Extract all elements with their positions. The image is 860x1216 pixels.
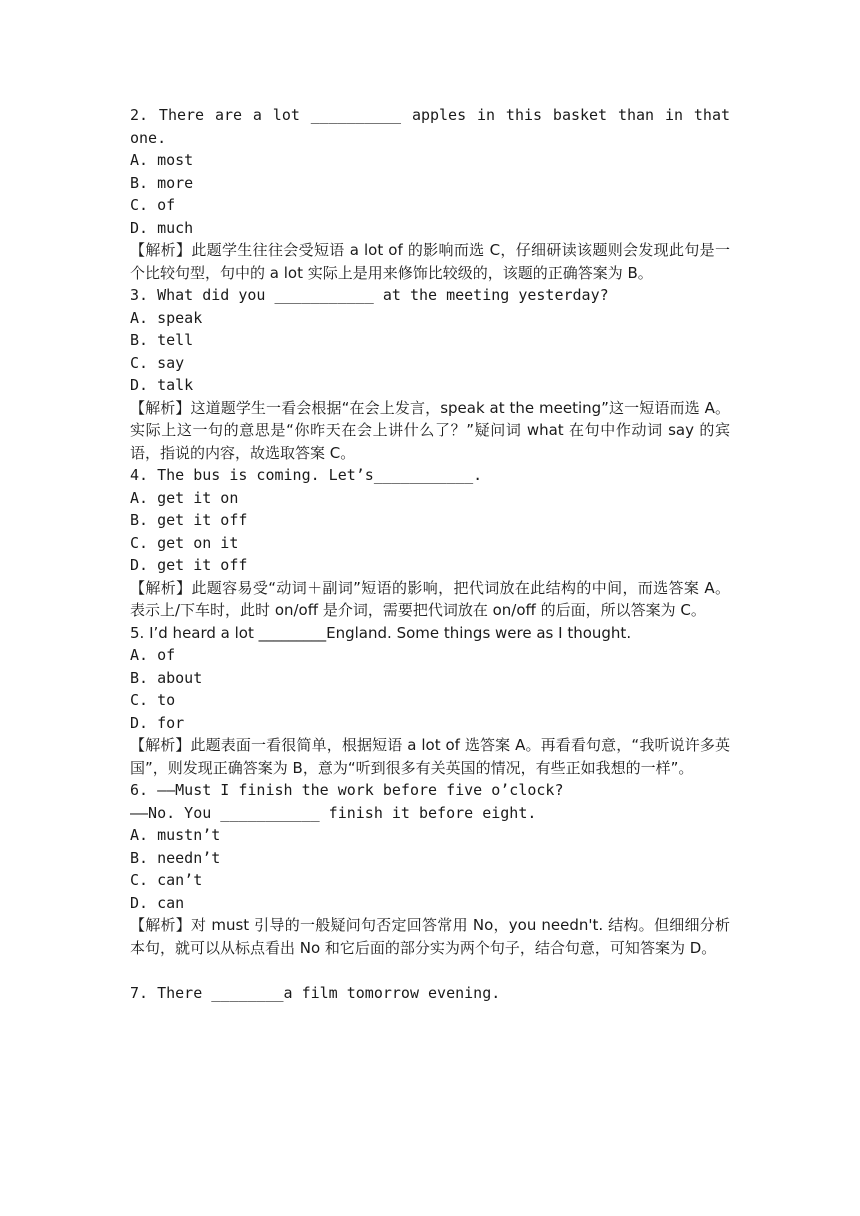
- question-6-option-b: B. needn’t: [130, 848, 221, 867]
- question-5-option-b: B. about: [130, 668, 203, 687]
- question-5-option-a: A. of: [130, 646, 176, 664]
- question-3-option-d: D. talk: [130, 376, 194, 394]
- question-4-stem: 4. The bus is coming. Let’s___________.: [130, 466, 483, 484]
- question-2-option-b: B. more: [130, 173, 194, 192]
- question-3-stem: 3. What did you ___________ at the meeting yesterday?: [130, 286, 609, 304]
- question-6-stem: 6. ——Must I finish the work before five o’clock?: [130, 781, 564, 799]
- question-3-option-b: B. tell: [130, 331, 194, 349]
- question-6-option-c: C. can’t: [130, 871, 203, 889]
- question-6-option-d: D. can: [130, 893, 185, 912]
- question-4-analysis: 【解析】此题容易受“动词＋副词”短语的影响，把代词放在此结构的中间，而选答案 A。表示上/下车时，此时 on/off 是介词，需要把代词放在 on/off 的后面，所以答案为 C。: [130, 578, 730, 619]
- question-2-option-d: D. much: [130, 218, 194, 237]
- question-3-option-a: A. speak: [130, 308, 203, 327]
- question-4-option-b: B. get it off: [130, 511, 248, 529]
- question-6-stem-reply: ——No. You ___________ finish it before eight.: [130, 803, 537, 822]
- question-2-stem: 2. There are a lot __________ apples in this basket than in that one.: [130, 106, 730, 147]
- question-5-stem: 5. I’d heard a lot _________England. Some things were as I thought.: [130, 623, 632, 642]
- document-page: [130, 104, 730, 1004]
- question-5-option-d: D. for: [130, 713, 185, 732]
- question-4-option-d: D. get it off: [130, 556, 248, 574]
- question-5-option-c: C. to: [130, 691, 176, 709]
- question-4-option-c: C. get on it: [130, 533, 239, 552]
- question-6-option-a: A. mustn’t: [130, 826, 221, 844]
- paragraph-gap: [130, 959, 730, 982]
- question-3-analysis: 【解析】这道题学生一看会根据“在会上发言，speak at the meeting”这一短语而选 A。实际上这一句的意思是“你昨天在会上讲什么了？”疑问词 what 在句中作动词 say 的宾语，指说的内容，故选取答案 C。: [130, 398, 730, 462]
- question-3-option-c: C. say: [130, 353, 185, 372]
- question-7-stem: 7. There ________a film tomorrow evening.: [130, 983, 501, 1002]
- question-4-option-a: A. get it on: [130, 488, 239, 507]
- question-5-analysis: 【解析】此题表面一看很简单，根据短语 a lot of 选答案 A。再看看句意，“我听说许多英国”，则发现正确答案为 B，意为“听到很多有关英国的情况，有些正如我想的一样”。: [130, 736, 730, 777]
- question-2-analysis: 【解析】此题学生往往会受短语 a lot of 的影响而选 C，仔细研读该题则会发现此句是一个比较句型，句中的 a lot 实际上是用来修饰比较级的，该题的正确答案为 B。: [130, 241, 730, 282]
- question-6-analysis: 【解析】对 must 引导的一般疑问句否定回答常用 No，you needn't. 结构。但细细分析本句，就可以从标点看出 No 和它后面的部分实为两个句子，结合句意，可知答案为 D。: [130, 916, 730, 957]
- question-2-option-c: C. of: [130, 196, 176, 214]
- question-2-option-a: A. most: [130, 151, 194, 169]
